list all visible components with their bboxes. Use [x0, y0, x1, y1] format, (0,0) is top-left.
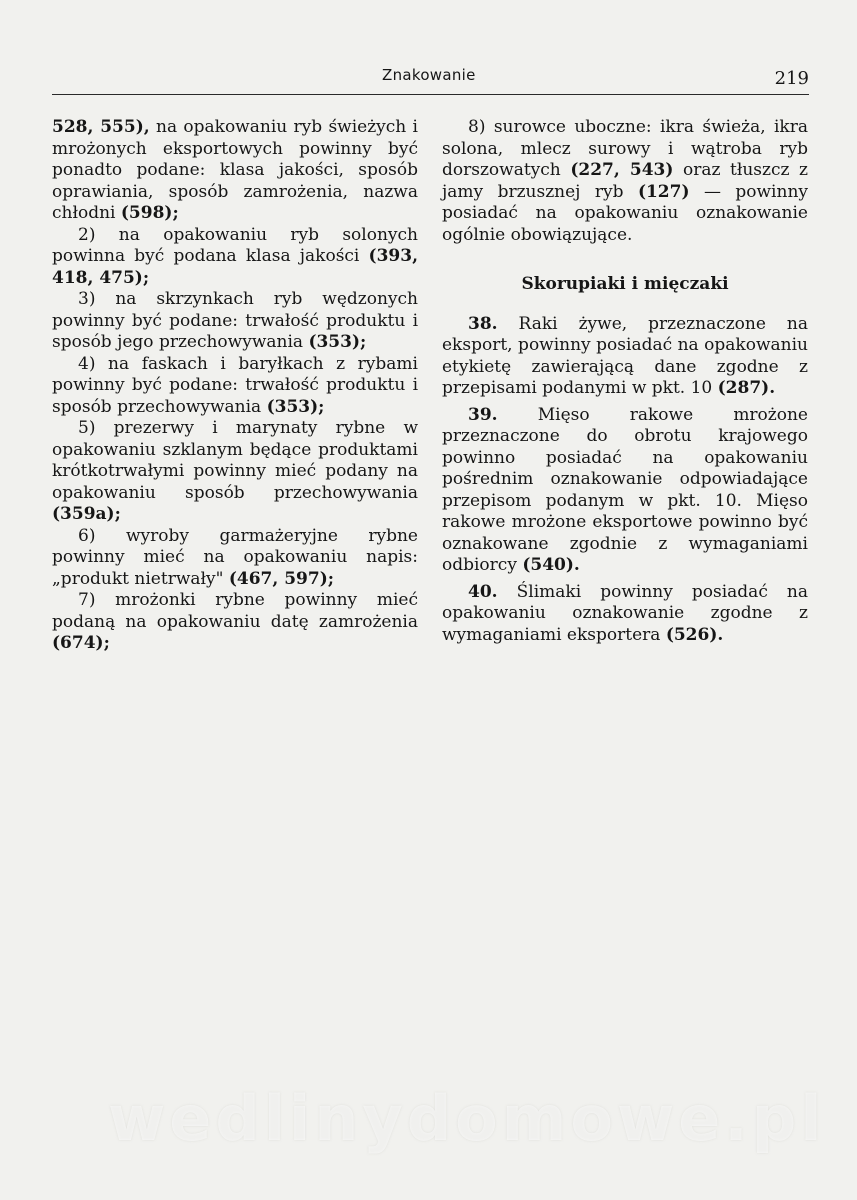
paragraph-text: 7) mrożonki rybne powinny mieć podaną na opakowaniu datę zamrożenia: [52, 590, 418, 632]
paragraph-text: Raki żywe, przeznaczone na eksport, powinny posiadać na opakowaniu etykietę zawierającą dane zgodne z przepisami podanymi w pkt. 10: [442, 313, 808, 398]
reference: (287).: [717, 378, 776, 398]
paragraph-text: oraz tłuszcz z jamy brzusznej ryb: [442, 160, 808, 202]
section-number: 40.: [468, 581, 498, 602]
paragraph-text: 3) na skrzynkach ryb wędzonych powinny być podane: trwałość produktu i sposób jego przechowywania: [52, 289, 418, 352]
list-item: [442, 117, 808, 246]
list-item: [52, 418, 418, 526]
reference: (353);: [308, 332, 367, 352]
reference: (526).: [665, 624, 724, 645]
paragraph-text: 5) prezerwy i marynaty rybne w opakowaniu szklanym będące produktami krótkotrwałymi powinny mieć podany na opakowaniu sposób przechowywania: [52, 418, 418, 503]
paragraph-text: Mięso rakowe mrożone przeznaczone do obrotu krajowego powinno posiadać na opakowaniu pośrednim oznakowanie odpowiadające przepisom podanym w pkt. 10. Mięso rakowe mrożone eksportowe powinno być oznakowane zgodnie z wymaganiami odbiorcy: [442, 404, 808, 575]
reference: (353);: [266, 396, 325, 417]
list-item: [52, 225, 418, 290]
section-paragraph: [442, 582, 808, 647]
paragraph-text: na opakowaniu ryb świeżych i mrożonych eksportowych powinny być ponadto podane: klasa jakości, sposób oprawiania, sposób zamrożenia, nazwa chłodni: [52, 117, 418, 223]
section-number: 38.: [468, 313, 498, 334]
reference: (393, 418, 475);: [52, 246, 418, 288]
running-title: Znakowanie: [382, 66, 476, 84]
paragraph-text: Ślimaki powinny posiadać na opakowaniu oznakowanie zgodne z wymaganiami eksportera: [442, 581, 808, 645]
section-paragraph: [442, 314, 808, 400]
paragraph-text: 4) na faskach i baryłkach z rybami powinny być podane: trwałość produktu i sposób przechowywania: [52, 353, 418, 417]
reference: (540).: [522, 555, 580, 575]
list-item: [52, 289, 418, 354]
paragraph-text: 6) wyroby garmażeryjne rybne powinny mieć na opakowaniu napis: „produkt nietrwały": [52, 525, 418, 589]
section-paragraph: [442, 405, 808, 577]
paragraph: [52, 117, 418, 225]
reference: (127): [637, 181, 690, 202]
list-item: [52, 590, 418, 655]
left-column: [52, 117, 418, 655]
page-header: [52, 64, 809, 95]
watermark: wedlinydomowe.pl: [108, 1082, 826, 1155]
section-heading: Skorupiaki i mięczaki: [521, 274, 729, 294]
reference: (598);: [120, 203, 179, 223]
page-number: 219: [774, 68, 809, 89]
paragraph-text: — powinny posiadać na opakowaniu oznakowanie ogólnie obowiązujące.: [442, 181, 808, 245]
reference: (674);: [52, 633, 110, 653]
list-item: [52, 526, 418, 591]
reference: 528, 555),: [52, 117, 150, 137]
section-number: 39.: [468, 404, 498, 425]
reference: (227, 543): [570, 160, 674, 180]
reference: (467, 597);: [228, 568, 335, 589]
paragraph-text: 2) na opakowaniu ryb solonych powinna być podana klasa jakości: [52, 224, 418, 266]
reference: (359a);: [52, 504, 121, 524]
list-item: [52, 354, 418, 419]
right-column: [442, 117, 808, 646]
paragraph-text: 8) surowce uboczne: ikra świeża, ikra solona, mlecz surowy i wątroba ryb dorszowatych: [442, 117, 808, 180]
